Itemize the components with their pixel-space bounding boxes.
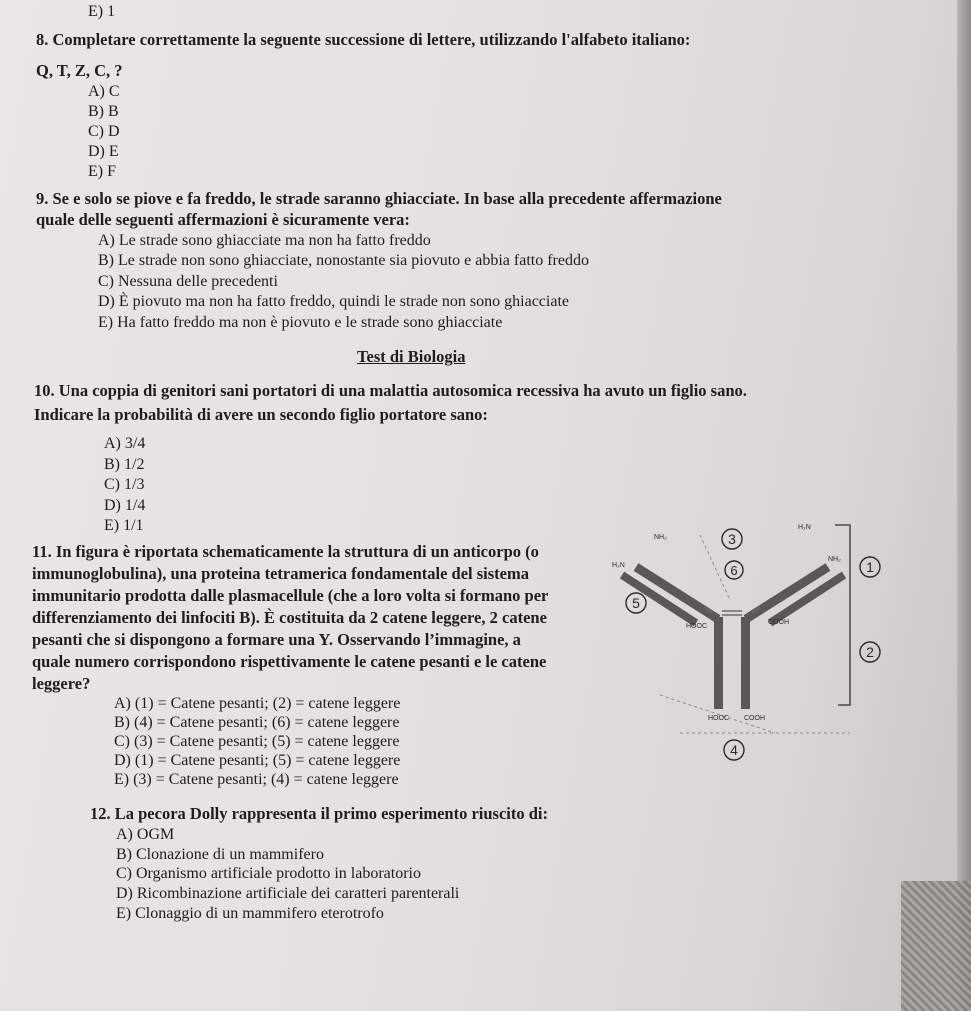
circle-label-1 bbox=[860, 557, 880, 577]
q12-option-a[interactable]: A) OGM bbox=[116, 826, 175, 843]
q11-text-line7: leggere? bbox=[32, 674, 91, 693]
circle-label-3 bbox=[722, 529, 742, 549]
q9-option-a[interactable]: A) Le strade sono ghiacciate ma non ha fatto freddo bbox=[98, 232, 431, 249]
label-hooc-bottom: HOOC bbox=[708, 715, 729, 722]
label-nh2-right: NH₂ bbox=[828, 556, 841, 563]
label-h2n-left: H₂N bbox=[612, 562, 625, 569]
section-title: Test di Biologia bbox=[357, 347, 466, 366]
q11-option-a[interactable]: A) (1) = Catene pesanti; (2) = catene leggere bbox=[114, 695, 401, 712]
q11-text-line3: immunitario prodotta dalle plasmacellule (che a loro volta si formano per bbox=[32, 586, 549, 605]
q11-text-line5: pesanti che si dispongono a formare una Y. Osservando l’immagine, a bbox=[32, 630, 521, 649]
svg-text:3: 3 bbox=[728, 531, 736, 547]
q10-question-line1: 10. Una coppia di genitori sani portatori di una malattia autosomica recessiva ha avuto un figlio sano. bbox=[34, 381, 747, 400]
q11-text-line6: quale numero corrispondono rispettivamente le catene pesanti e le catene bbox=[32, 652, 547, 671]
q9-question-line2: quale delle seguenti affermazioni è sicuramente vera: bbox=[36, 210, 410, 229]
q10-question-line2: Indicare la probabilità di avere un secondo figlio portatore sano: bbox=[34, 405, 488, 424]
previous-option: E) 1 bbox=[88, 3, 116, 20]
q12-option-e[interactable]: E) Clonaggio di un mammifero eterotrofo bbox=[116, 905, 384, 922]
q8-option-b[interactable]: B) B bbox=[88, 103, 119, 120]
q8-question: 8. Completare correttamente la seguente successione di lettere, utilizzando l'alfabeto italiano: bbox=[36, 30, 691, 49]
q11-text-line4: differenziamento dei linfociti B). È costituita da 2 catene leggere, 2 catene bbox=[32, 608, 547, 627]
antibody-diagram bbox=[600, 515, 890, 770]
q8-option-a[interactable]: A) C bbox=[88, 83, 120, 100]
q8-option-e[interactable]: E) F bbox=[88, 163, 116, 180]
circle-label-4 bbox=[724, 740, 744, 760]
q10-option-d[interactable]: D) 1/4 bbox=[104, 497, 146, 514]
q9-option-c[interactable]: C) Nessuna delle precedenti bbox=[98, 273, 278, 290]
q11-text-line1: 11. In figura è riportata schematicamente la struttura di un anticorpo (o bbox=[32, 542, 539, 561]
q9-option-e[interactable]: E) Ha fatto freddo ma non è piovuto e le strade sono ghiacciate bbox=[98, 314, 503, 331]
svg-text:5: 5 bbox=[632, 595, 640, 611]
label-hooc-mid: HOOC bbox=[686, 623, 707, 630]
q11-option-c[interactable]: C) (3) = Catene pesanti; (5) = catene leggere bbox=[114, 733, 400, 750]
circle-label-6 bbox=[725, 561, 743, 579]
q12-option-c[interactable]: C) Organismo artificiale prodotto in laboratorio bbox=[116, 865, 421, 882]
q12-question: 12. La pecora Dolly rappresenta il primo esperimento riuscito di: bbox=[90, 804, 548, 823]
q8-sequence: Q, T, Z, C, ? bbox=[36, 61, 123, 80]
label-h2n-right: H₂N bbox=[798, 524, 811, 531]
q9-question-line1: 9. Se e solo se piove e fa freddo, le strade saranno ghiacciate. In base alla precedente affermazione bbox=[36, 189, 722, 208]
heavy-chain-stem-right bbox=[741, 617, 750, 709]
q10-option-b[interactable]: B) 1/2 bbox=[104, 456, 145, 473]
svg-text:1: 1 bbox=[866, 559, 874, 575]
q12-option-d[interactable]: D) Ricombinazione artificiale dei caratteri parenterali bbox=[116, 885, 460, 902]
q10-option-a[interactable]: A) 3/4 bbox=[104, 435, 146, 452]
label-cooh-mid: COOH bbox=[768, 619, 789, 626]
q8-option-c[interactable]: C) D bbox=[88, 123, 120, 140]
svg-text:6: 6 bbox=[730, 563, 738, 578]
q8-option-d[interactable]: D) E bbox=[88, 143, 119, 160]
q11-text-line2: immunoglobulina), una proteina tetramerica fondamentale del sistema bbox=[32, 564, 529, 583]
circle-label-5 bbox=[626, 593, 646, 613]
q9-option-d[interactable]: D) È piovuto ma non ha fatto freddo, quindi le strade non sono ghiacciate bbox=[98, 293, 569, 310]
q12-option-b[interactable]: B) Clonazione di un mammifero bbox=[116, 846, 324, 863]
q10-option-c[interactable]: C) 1/3 bbox=[104, 476, 145, 493]
label-cooh-bottom: COOH bbox=[744, 715, 765, 722]
bracket-line bbox=[835, 525, 850, 705]
q10-option-e[interactable]: E) 1/1 bbox=[104, 517, 144, 534]
circle-label-2 bbox=[860, 642, 880, 662]
guide-lines bbox=[660, 535, 850, 733]
q11-option-b[interactable]: B) (4) = Catene pesanti; (6) = catene leggere bbox=[114, 714, 400, 731]
q11-option-d[interactable]: D) (1) = Catene pesanti; (5) = catene leggere bbox=[114, 752, 401, 769]
q11-option-e[interactable]: E) (3) = Catene pesanti; (4) = catene leggere bbox=[114, 771, 399, 788]
svg-text:4: 4 bbox=[730, 742, 738, 758]
label-nh2-top: NH₂ bbox=[654, 534, 667, 541]
heavy-chain-stem-left bbox=[714, 617, 723, 709]
svg-text:2: 2 bbox=[866, 644, 874, 660]
q9-option-b[interactable]: B) Le strade non sono ghiacciate, nonostante sia piovuto e abbia fatto freddo bbox=[98, 252, 589, 269]
